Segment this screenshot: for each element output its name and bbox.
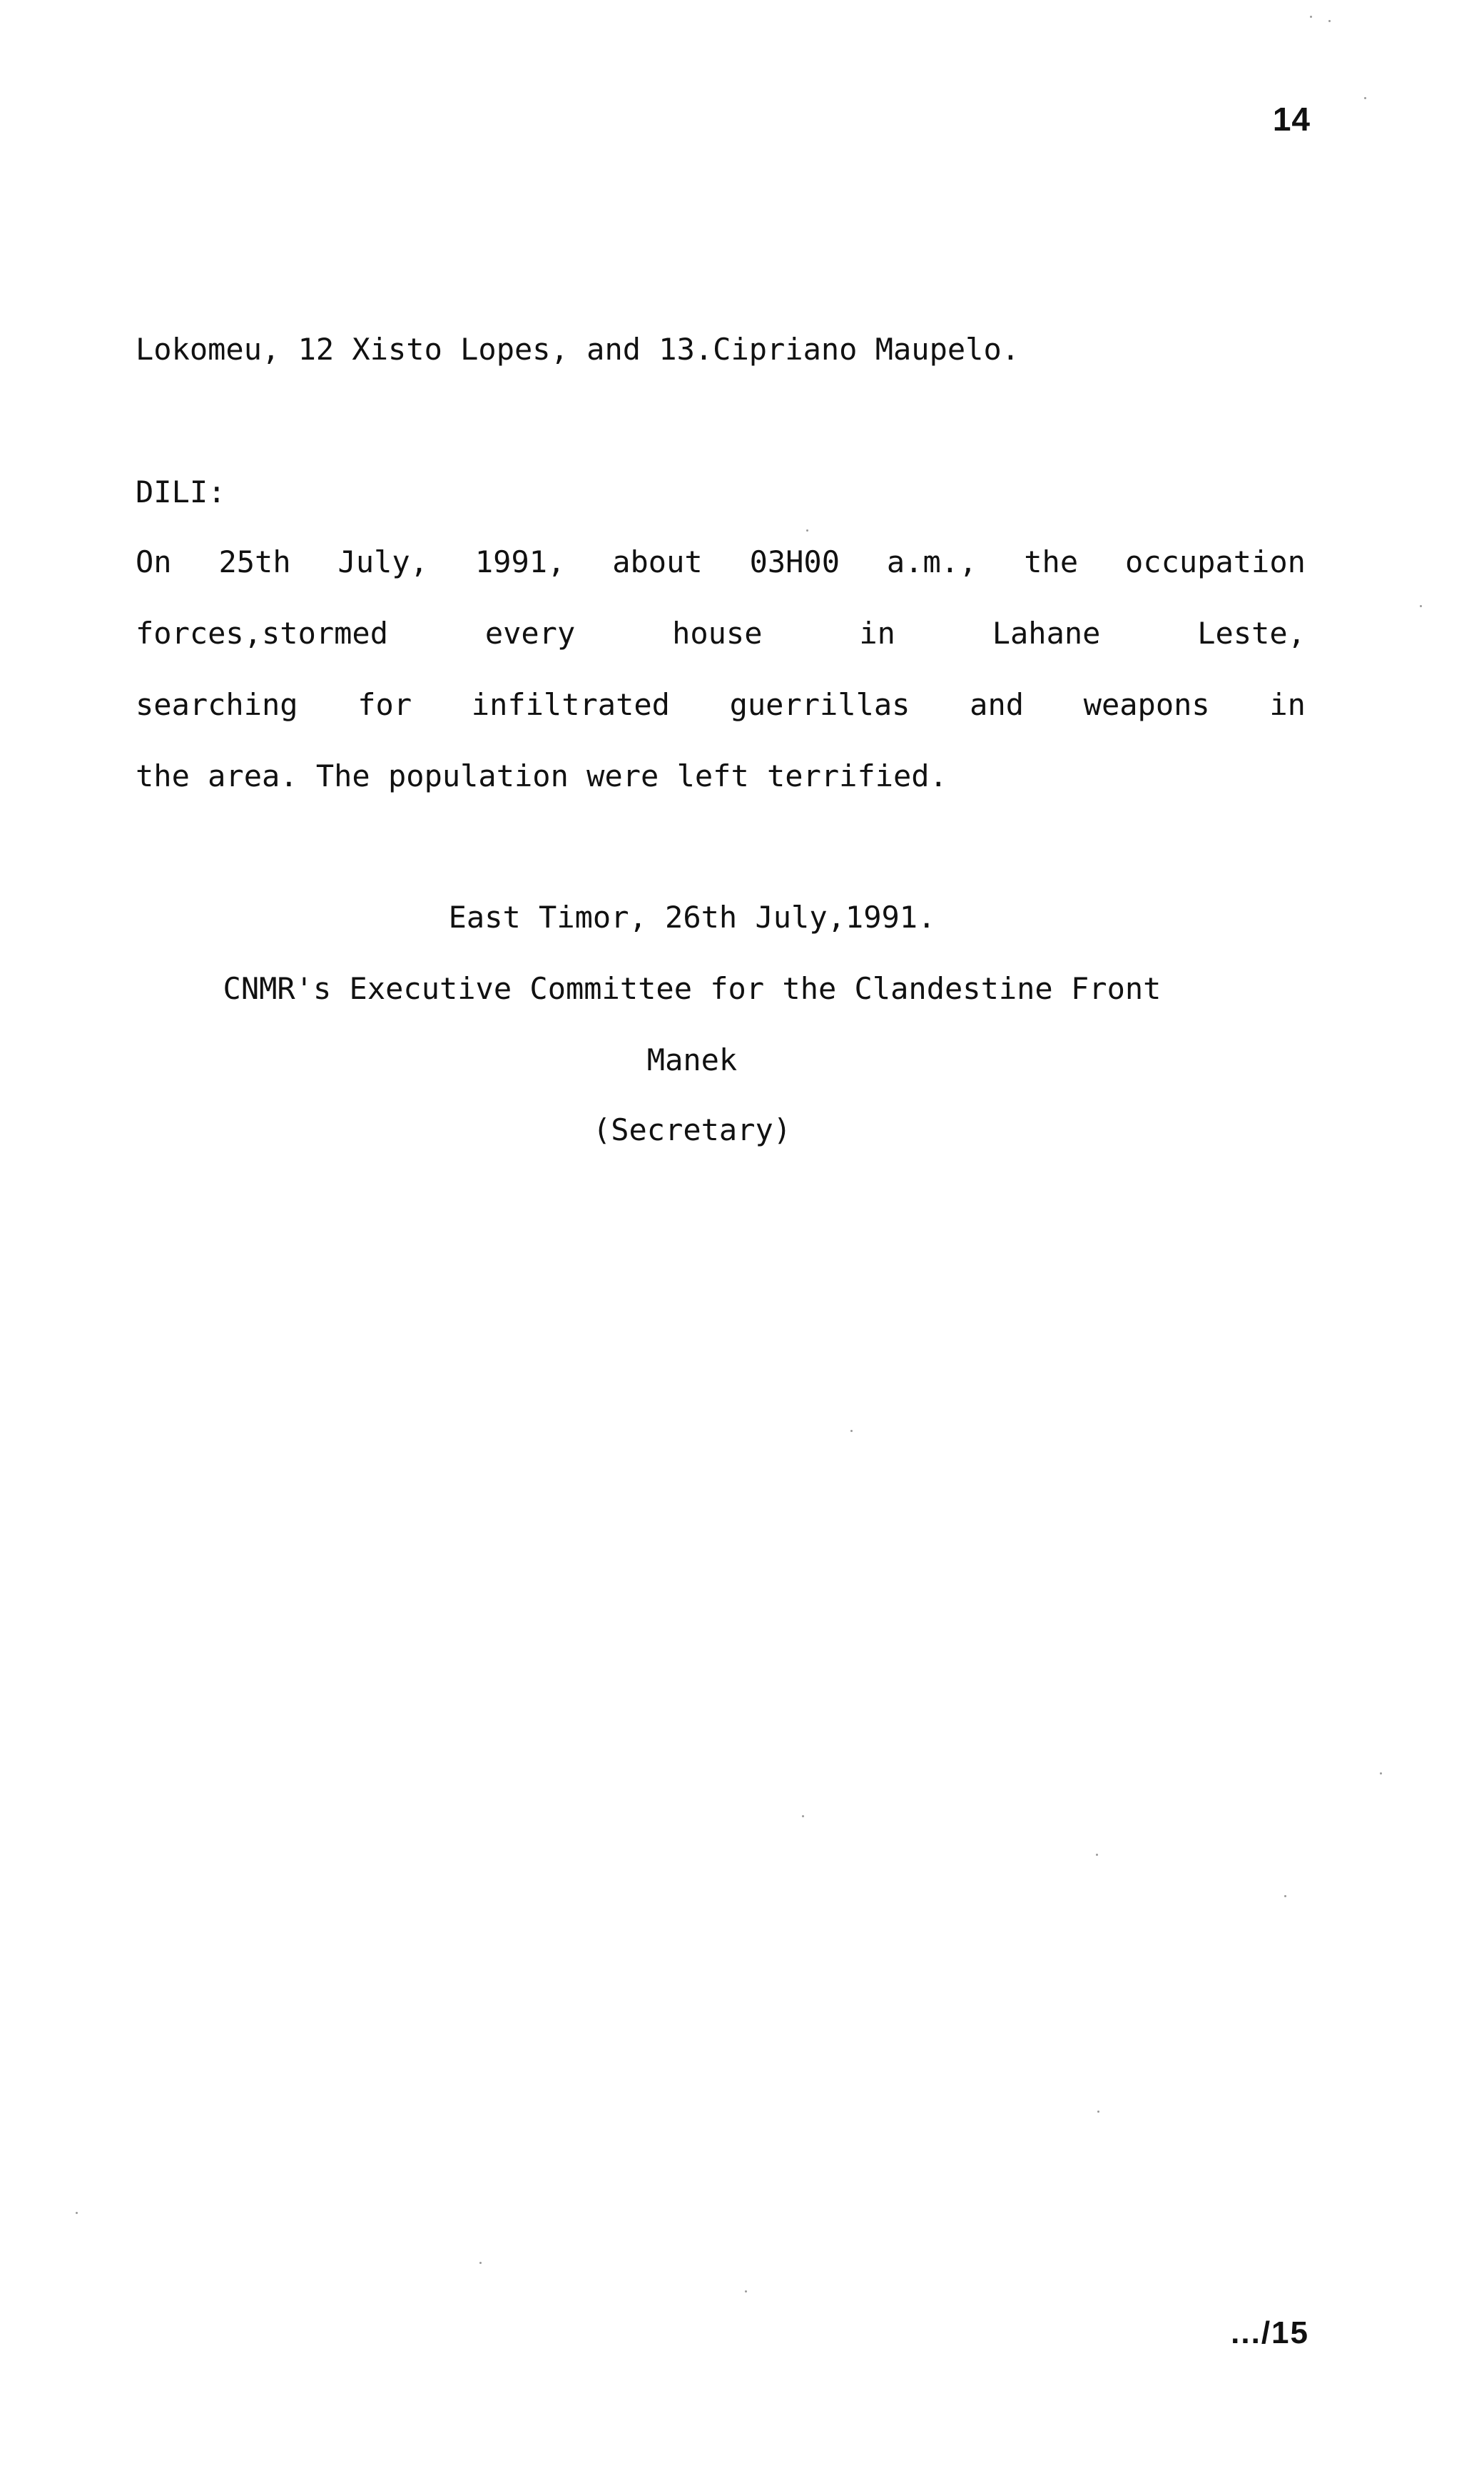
paragraph-last-line: the area. The population were left terrified. (136, 758, 947, 793)
scan-speck (1284, 1895, 1286, 1897)
paragraph-word: weapons (1083, 687, 1210, 722)
paragraph-word: every (484, 616, 576, 651)
paragraph-word: occupation (1125, 544, 1306, 579)
paragraph-word: infiltrated (471, 687, 670, 722)
scan-speck (76, 2212, 78, 2214)
paragraph-word: 25th (218, 544, 291, 579)
paragraph-line (136, 542, 1306, 582)
section-heading-dili: DILI: (136, 474, 226, 509)
continuation-marker: .../15 (1231, 2315, 1309, 2350)
paragraph-word: and (970, 687, 1025, 722)
paragraph-word: searching (136, 687, 298, 722)
paragraph-line (136, 614, 1306, 654)
scan-speck (802, 1815, 804, 1817)
paragraph-word: forces,stormed (136, 616, 389, 651)
paragraph-word: in (859, 616, 895, 651)
carryover-line: Lokomeu, 12 Xisto Lopes, and 13.Cipriano Maupelo. (136, 332, 1020, 367)
signatory-name: Manek (646, 1042, 738, 1077)
scan-speck (1420, 605, 1422, 607)
page-number: 14 (1272, 101, 1311, 138)
paragraph-word: 03H00 (749, 544, 840, 579)
scan-speck (745, 2290, 747, 2292)
paragraph-line (136, 685, 1306, 725)
scan-speck (806, 529, 808, 532)
paragraph-word: about (612, 544, 703, 579)
place-and-date: East Timor, 26th July,1991. (448, 900, 936, 935)
paragraph-word: Lahane (992, 616, 1101, 651)
scan-speck (1364, 97, 1366, 99)
scan-speck (1310, 16, 1312, 18)
paragraph-word: guerrillas (729, 687, 910, 722)
scan-speck (1097, 2111, 1099, 2113)
paragraph-word: for (357, 687, 412, 722)
scan-speck (1328, 20, 1331, 22)
scan-speck (1380, 1772, 1382, 1774)
paragraph-word: Leste, (1197, 616, 1306, 651)
paragraph-word: July, (337, 544, 428, 579)
paragraph-word: On (136, 544, 172, 579)
paragraph-word: 1991, (474, 544, 566, 579)
paragraph-word: the (1024, 544, 1079, 579)
signatory-title: (Secretary) (592, 1112, 792, 1147)
scan-speck (850, 1430, 853, 1432)
scan-speck (479, 2262, 482, 2264)
paragraph-word: in (1269, 687, 1306, 722)
paragraph-word: house (672, 616, 763, 651)
signatory-organization: CNMR's Executive Committee for the Clandestine Front (223, 971, 1162, 1006)
paragraph-word: a.m., (886, 544, 977, 579)
scan-speck (1096, 1854, 1098, 1856)
